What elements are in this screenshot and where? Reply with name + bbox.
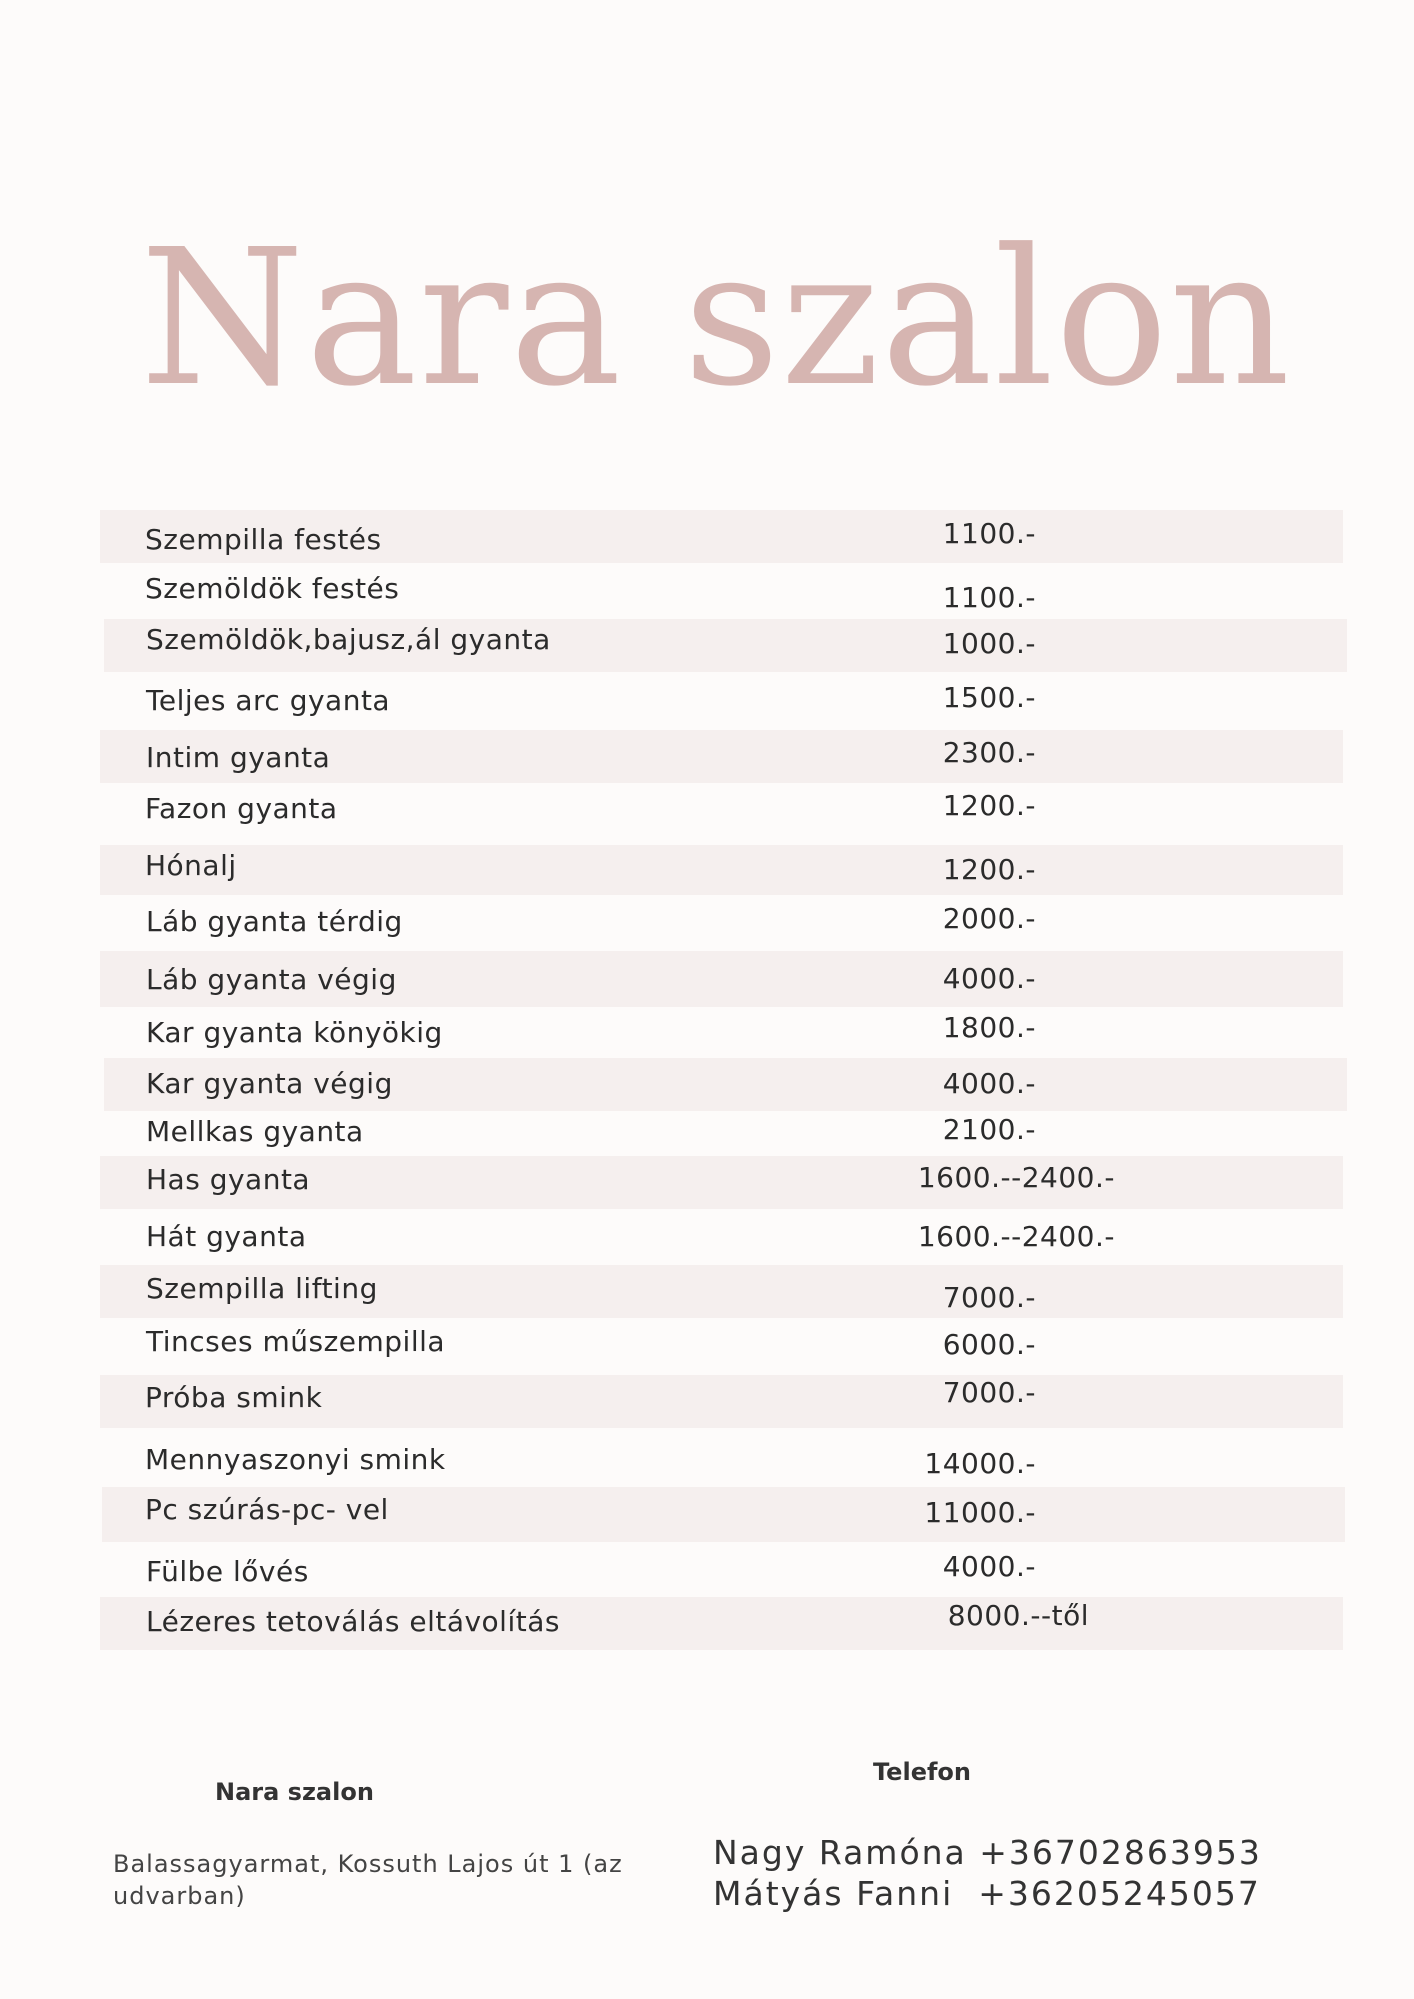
service-name: Mennyaszonyi smink [145,1443,446,1476]
service-name: Pc szúrás-pc- vel [145,1493,389,1526]
service-price: 6000.- [942,1328,1036,1361]
service-name: Láb gyanta térdig [146,905,403,938]
page-title: Nara szalon [140,209,1292,428]
service-name: Kar gyanta végig [146,1067,393,1100]
service-name: Szemöldök festés [145,572,400,605]
service-price: 1600.--2400.- [917,1220,1115,1253]
service-price: 1000.- [942,627,1036,660]
service-name: Láb gyanta végig [146,963,397,996]
service-price: 2300.- [942,736,1036,769]
service-name: Kar gyanta könyökig [146,1016,443,1049]
service-price: 4000.- [942,1067,1036,1100]
service-price: 4000.- [942,1550,1036,1583]
service-name: Fazon gyanta [145,792,338,825]
service-name: Szemöldök,bajusz,ál gyanta [146,623,551,656]
service-price: 2000.- [942,902,1036,935]
service-price: 1200.- [942,853,1036,886]
service-name: Próba smink [145,1381,323,1414]
contact-line [713,1833,1262,1872]
contact-person: Mátyás Fanni [713,1874,954,1913]
service-name: Intim gyanta [146,741,331,774]
service-price: 1100.- [942,517,1036,550]
service-name: Szempilla festés [145,523,382,556]
service-name: Tincses műszempilla [146,1325,446,1358]
service-price: 2100.- [942,1113,1036,1146]
service-price: 7000.- [942,1281,1036,1314]
service-price: 7000.- [942,1376,1036,1409]
contact-phone: +36205245057 [978,1874,1261,1913]
service-name: Hónalj [145,849,237,882]
service-price: 14000.- [924,1447,1036,1480]
service-price: 1200.- [942,789,1036,822]
footer-salon-name: Nara szalon [215,1778,374,1806]
service-price: 8000.--től [947,1599,1089,1632]
service-name: Has gyanta [146,1163,311,1196]
service-name: Hát gyanta [146,1220,307,1253]
service-name: Mellkas gyanta [146,1115,364,1148]
service-name: Szempilla lifting [146,1272,378,1305]
service-price: 1600.--2400.- [917,1161,1115,1194]
service-price: 11000.- [924,1496,1036,1529]
service-price: 1800.- [942,1011,1036,1044]
contact-person: Nagy Ramóna [713,1833,967,1872]
service-price: 1100.- [942,581,1036,614]
service-price: 1500.- [942,681,1036,714]
footer-address: Balassagyarmat, Kossuth Lajos út 1 (az udvarban) [113,1850,623,1910]
footer-phone-label: Telefon [873,1758,971,1786]
service-name: Teljes arc gyanta [146,684,391,717]
service-name: Lézeres tetoválás eltávolítás [146,1605,560,1638]
contact-phone: +36702863953 [979,1833,1262,1872]
service-name: Fülbe lővés [146,1555,309,1588]
service-price: 4000.- [942,962,1036,995]
contact-line [713,1874,1261,1913]
